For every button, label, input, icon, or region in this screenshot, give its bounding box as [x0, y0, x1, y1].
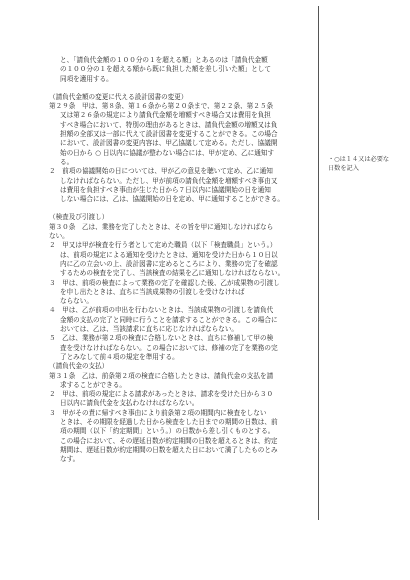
article-29-heading: （請負代金額の変更に代える設計図書の変更） — [49, 92, 188, 101]
article-30-line: 金額の支払の完了と同時に行うことを請求することができる。この場合に — [60, 315, 278, 324]
article-30-line: 内に乙の立会いの上、設計図書に定めるところにより、業務の完了を確認 — [60, 259, 278, 268]
margin-note: ・○は１４又は必要な日数を記入 — [328, 156, 390, 172]
intro-line: と、「請負代金額の１００分の１を超える額」とあるのは「請負代金額 — [60, 56, 268, 64]
article-30-line: 了とみなして前４項の規定を準用する。 — [60, 352, 179, 361]
article-31-heading: （請負代金の支払） — [49, 362, 109, 371]
article-30-heading: （検査及び引渡し） — [49, 213, 109, 222]
article-30-line: ２ 甲又は甲が検査を行う者として定めた職員（以下「検査職員」という。） — [49, 241, 277, 250]
article-31-line: ３ 甲がその責に帰すべき事由により前条第２項の期間内に検査をしない — [49, 408, 267, 417]
article-31-line: なす。 — [60, 455, 80, 464]
article-30-line: おいては、乙は、当該請求に直ちに応じなければならない。 — [60, 325, 239, 334]
article-31-line: ２ 甲は、前項の規定による請求があったときは、請求を受けた日から３０ — [49, 390, 274, 399]
article-31-line: 項の期間（以下「約定期間」という。）の日数から差し引くものとする。 — [60, 427, 275, 436]
article-30-line: ならない。 — [60, 297, 93, 306]
article-31-line: 求することができる。 — [60, 380, 126, 389]
article-29-line: しない場合には、乙は、協議開始の日を定め、甲に通知することができる。 — [60, 195, 284, 204]
intro-line: 同項を適用する。 — [60, 74, 113, 83]
article-29-line: しなければならない。ただし、甲が前項の請負代金額を増額すべき事由又 — [60, 176, 278, 185]
article-29-line: 又は第２６条の規定により請負代金額を増額すべき場合又は費用を負担 — [60, 111, 271, 120]
article-30-line: を申し出たときは、直ちに当該成果物の引渡しを受けなければ — [60, 287, 245, 296]
article-29-line: すべき場合において、特別の理由があるときは、請負代金額の増額又は負 — [60, 120, 278, 129]
article-30-line: ５ 乙は、業務が第２項の検査に合格しないときは、直ちに修補して甲の検 — [49, 334, 274, 343]
article-31-line: 期間は、遅延日数が約定期間の日数を超えた日において満了したものとみ — [60, 445, 278, 454]
margin-divider — [318, 6, 319, 520]
article-29-line: る。 — [60, 157, 74, 166]
section-gap — [49, 84, 293, 93]
article-31-line: 日以内に請負代金を支払わなければならない。 — [60, 399, 199, 408]
article-29-line: ２ 前項の協議開始の日については、甲が乙の意見を聴いて定め、乙に通知 — [49, 167, 273, 176]
document-body — [49, 56, 293, 464]
article-30-line: ４ 甲は、乙が前項の申出を行わないときは、当該成果物の引渡しを請負代 — [49, 306, 274, 315]
article-30-line: するための検査を完了し、当該検査の結果を乙に通知しなければならない。 — [60, 269, 285, 278]
article-30-line: は、前項の規定による通知を受けたときは、通知を受けた日から１０日以 — [60, 250, 278, 259]
article-29-line: 担額の全部又は一部に代えて設計図書を変更することができる。この場合 — [60, 130, 278, 139]
article-31-line: 第３１条 乙は、前条第２項の検査に合格したときは、請負代金の支払を請 — [49, 371, 274, 380]
article-31-line: ときは、その期限を経過した日から検査をした日までの期間の日数は、前 — [60, 417, 278, 426]
article-29-line: において、設計図書の変更内容は、甲乙協議して定める。ただし、協議開 — [60, 139, 278, 148]
article-29-line: は費用を負担すべき事由が生じた日から７日以内に協議開始の日を通知 — [60, 185, 271, 194]
article-30-line: ３ 甲は、前項の検査によって業務の完了を確認した後、乙が成果物の引渡し — [49, 278, 280, 287]
article-29-line: 第２９条 甲は、第８条、第１６条から第２０条まで、第２２条、第２５条 — [49, 102, 274, 111]
intro-line: の１００分の１を超える額から既に負担した額を差し引いた額」として — [60, 65, 271, 74]
article-29-line: 始の日から ○ 日以内に協議が整わない場合には、甲が定め、乙に通知す — [60, 148, 275, 157]
article-30-line: 第３０条 乙は、業務を完了したときは、その旨を甲に通知しなければなら ない。 — [49, 222, 274, 241]
article-30-line: 査を受けなければならない。この場合においては、修補の完了を業務の完 — [60, 343, 278, 352]
article-31-line: この場合において、その遅延日数が約定期間の日数を超えるときは、約定 — [60, 436, 278, 445]
